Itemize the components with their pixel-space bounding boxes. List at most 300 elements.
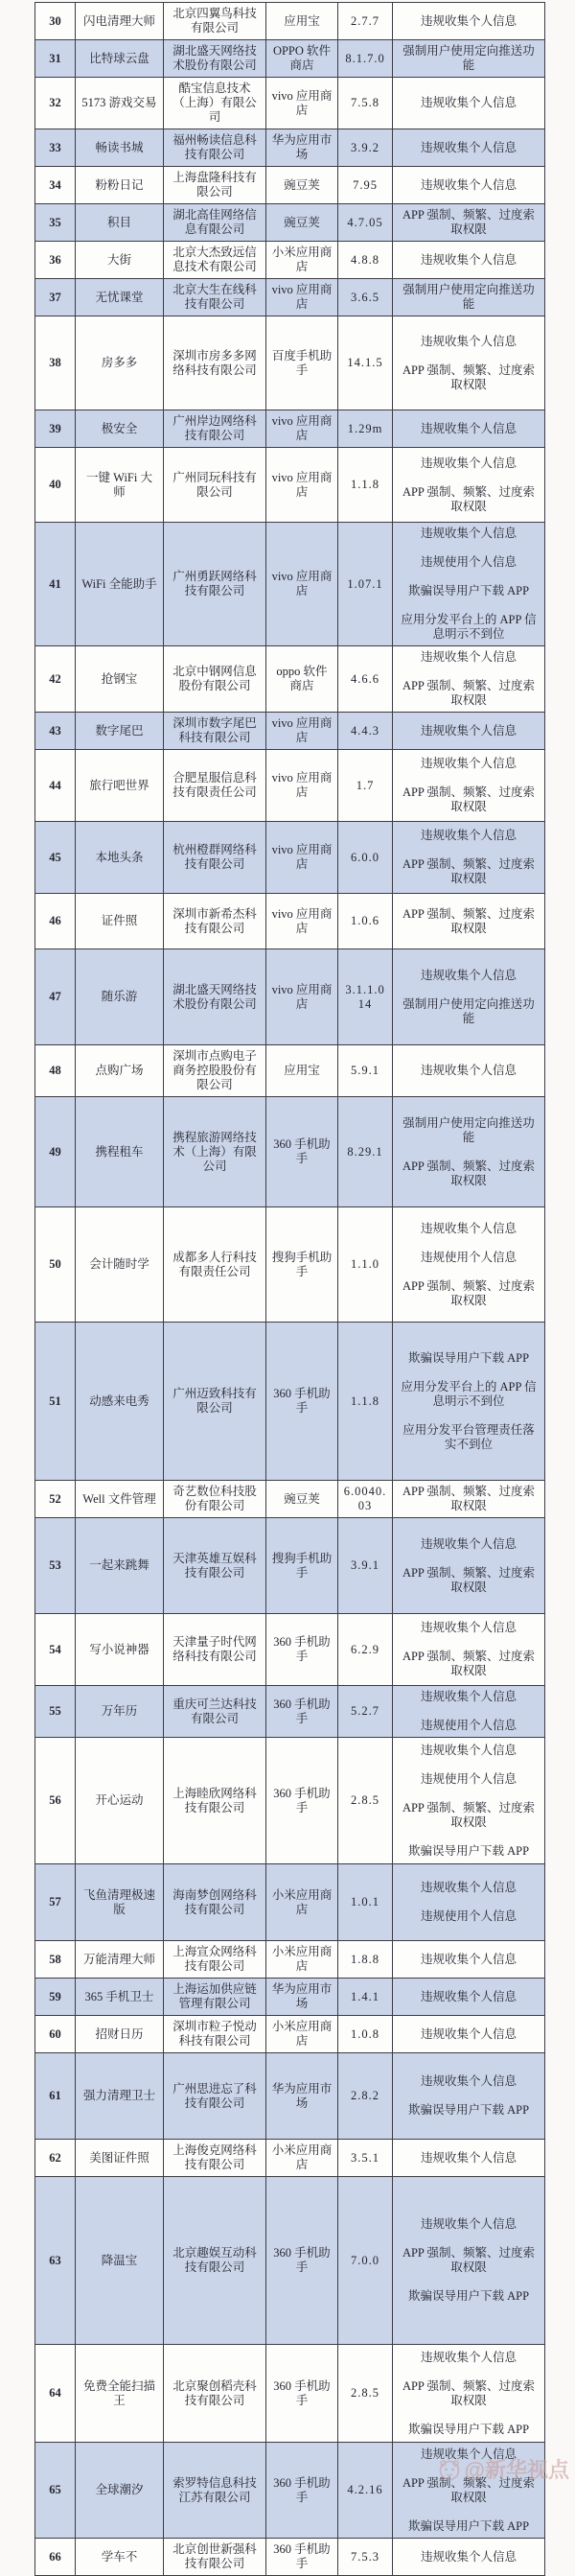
violations-cell: [393, 2016, 545, 2053]
company-cell: 索罗特信息科技江苏有限公司: [164, 2443, 266, 2539]
violation-item: 违规收集个人信息: [420, 252, 517, 267]
app-name-cell: 一起来跳舞: [76, 1518, 164, 1614]
version-cell: 4.6.6: [338, 646, 393, 713]
company-cell: 北京中钢网信息股份有限公司: [164, 646, 266, 713]
violation-item: 欺骗误导用户下载 APP: [407, 2422, 530, 2436]
app-name-cell: 粉粉日记: [76, 167, 164, 204]
violations-cell: [393, 1207, 545, 1323]
table-row: [35, 1518, 545, 1614]
violations-cell: [393, 1045, 545, 1097]
table-row: [35, 2053, 545, 2140]
company-cell: 天津英雄互娱科技有限公司: [164, 1518, 266, 1614]
violation-item: 违规收集个人信息: [420, 2447, 517, 2461]
watermark-handle: @新华视点: [464, 2458, 569, 2482]
app-name-cell: 飞鱼清理极速版: [76, 1864, 164, 1941]
company-cell: 湖北盛天网络技术股份有限公司: [164, 949, 266, 1045]
violations-cell: [393, 167, 545, 204]
store-cell: vivo 应用商店: [266, 822, 338, 894]
app-name-cell: 闪电清理大师: [76, 3, 164, 40]
violation-item: 欺骗误导用户下载 APP: [407, 1350, 530, 1365]
violation-item: 欺骗误导用户下载 APP: [407, 584, 530, 597]
table-row: [35, 316, 545, 410]
violation-item: 强制用户使用定向推送功能: [402, 996, 535, 1025]
violation-item: 违规收集个人信息: [420, 650, 517, 664]
violations-cell: [393, 2053, 545, 2140]
violations-cell: [393, 1481, 545, 1518]
company-cell: 广州同玩科技有限公司: [164, 448, 266, 523]
violations-cell: [393, 448, 545, 523]
store-cell: 360 手机助手: [266, 1738, 338, 1864]
table-row: [35, 523, 545, 646]
violation-item: 违规收集个人信息: [420, 1064, 517, 1077]
version-cell: 14.1.5: [338, 316, 393, 410]
row-number-cell: 42: [35, 646, 76, 713]
row-number-cell: 36: [35, 242, 76, 279]
violation-item: 违规收集个人信息: [420, 723, 517, 738]
app-name-cell: Well 文件管理: [76, 1481, 164, 1518]
table-row: [35, 1864, 545, 1941]
store-cell: oppo 软件商店: [266, 646, 338, 713]
row-number-cell: 35: [35, 204, 76, 242]
app-name-cell: 数字尾巴: [76, 713, 164, 750]
company-cell: 北京四翼鸟科技有限公司: [164, 3, 266, 40]
row-number-cell: 55: [35, 1686, 76, 1738]
table-row: [35, 1941, 545, 1979]
store-cell: 360 手机助手: [266, 2177, 338, 2345]
version-cell: 2.8.5: [338, 2345, 393, 2443]
company-cell: 广州思进忘了科技有限公司: [164, 2053, 266, 2140]
violations-cell: [393, 1686, 545, 1738]
violation-item: APP 强制、频繁、过度索取权限: [402, 363, 536, 391]
app-name-cell: 365 手机卫士: [76, 1979, 164, 2016]
app-name-cell: 抢钢宝: [76, 646, 164, 713]
table-row: [35, 40, 545, 78]
company-cell: 福州畅读信息科技有限公司: [164, 129, 266, 167]
company-cell: 深圳市新希杰科技有限公司: [164, 894, 266, 949]
store-cell: 小米应用商店: [266, 1864, 338, 1941]
violation-item: 违规收集个人信息: [420, 96, 517, 109]
violation-item: APP 强制、频繁、过度索取权限: [402, 1565, 536, 1594]
table-row: [35, 129, 545, 167]
company-cell: 成都多人行科技有限责任公司: [164, 1207, 266, 1323]
version-cell: 1.8.8: [338, 1941, 393, 1979]
violation-item: 违规收集个人信息: [420, 1621, 517, 1634]
app-name-cell: 会计随时学: [76, 1207, 164, 1323]
app-name-cell: WiFi 全能助手: [76, 523, 164, 646]
violation-item: 欺骗误导用户下载 APP: [407, 2289, 530, 2303]
row-number-cell: 65: [35, 2443, 76, 2539]
row-number-cell: 41: [35, 523, 76, 646]
table-row: [35, 2016, 545, 2053]
row-number-cell: 40: [35, 448, 76, 523]
violations-cell: [393, 2443, 545, 2539]
violation-item: 违规收集个人信息: [420, 1881, 517, 1894]
company-cell: 北京创世新强科技有限公司: [164, 2539, 266, 2576]
company-cell: 广州勇跃网络科技有限公司: [164, 523, 266, 646]
row-number-cell: 64: [35, 2345, 76, 2443]
violation-item: 强制用户使用定向推送功能: [402, 1115, 535, 1144]
violations-cell: [393, 1323, 545, 1481]
app-name-cell: 招财日历: [76, 2016, 164, 2053]
table-row: [35, 2539, 545, 2576]
store-cell: 华为应用市场: [266, 2053, 338, 2140]
table-row: [35, 2443, 545, 2539]
violation-item: 违规收集个人信息: [420, 13, 517, 28]
version-cell: 1.7: [338, 750, 393, 822]
violations-cell: [393, 894, 545, 949]
version-cell: 1.0.8: [338, 2016, 393, 2053]
version-cell: 2.8.2: [338, 2053, 393, 2140]
company-cell: 上海宣众网络科技有限公司: [164, 1941, 266, 1979]
table-row: [35, 750, 545, 822]
store-cell: 应用宝: [266, 1045, 338, 1097]
violation-item: 违规收集个人信息: [420, 829, 517, 842]
version-cell: 4.7.05: [338, 204, 393, 242]
row-number-cell: 63: [35, 2177, 76, 2345]
table-row: [35, 1045, 545, 1097]
violations-cell: [393, 1614, 545, 1686]
store-cell: 360 手机助手: [266, 2443, 338, 2539]
store-cell: vivo 应用商店: [266, 894, 338, 949]
store-cell: 小米应用商店: [266, 242, 338, 279]
violation-item: 违规收集个人信息: [420, 1989, 517, 2003]
store-cell: 小米应用商店: [266, 1941, 338, 1979]
version-cell: 2.8.5: [338, 1738, 393, 1864]
version-cell: 2.7.7: [338, 3, 393, 40]
violations-cell: [393, 1941, 545, 1979]
store-cell: vivo 应用商店: [266, 713, 338, 750]
company-cell: 广州岸边网络科技有限公司: [164, 410, 266, 448]
violation-item: 违规收集个人信息: [420, 1690, 517, 1703]
version-cell: 6.0.0: [338, 822, 393, 894]
violation-item: APP 强制、频繁、过度索取权限: [402, 785, 536, 813]
company-cell: 酷宝信息技术（上海）有限公司: [164, 78, 266, 129]
violation-item: 违规使用个人信息: [420, 1771, 517, 1786]
row-number-cell: 66: [35, 2539, 76, 2576]
app-name-cell: 旅行吧世界: [76, 750, 164, 822]
violations-cell: [393, 713, 545, 750]
row-number-cell: 45: [35, 822, 76, 894]
violation-item: 违规收集个人信息: [420, 177, 517, 192]
store-cell: vivo 应用商店: [266, 279, 338, 316]
company-cell: 海南梦创网络科技有限公司: [164, 1864, 266, 1941]
version-cell: 1.1.0: [338, 1207, 393, 1323]
app-name-cell: 房多多: [76, 316, 164, 410]
violation-item: 违规收集个人信息: [420, 2026, 517, 2041]
company-cell: 北京大生在线科技有限公司: [164, 279, 266, 316]
version-cell: 5.9.1: [338, 1045, 393, 1097]
table-row: [35, 894, 545, 949]
table-row: [35, 448, 545, 523]
table-row: [35, 822, 545, 894]
row-number-cell: 43: [35, 713, 76, 750]
violation-item: 违规使用个人信息: [420, 1250, 517, 1264]
company-cell: 上海睦欣网络科技有限公司: [164, 1738, 266, 1864]
company-cell: 北京趣娱互动科技有限公司: [164, 2177, 266, 2345]
store-cell: vivo 应用商店: [266, 448, 338, 523]
row-number-cell: 50: [35, 1207, 76, 1323]
store-cell: vivo 应用商店: [266, 523, 338, 646]
store-cell: vivo 应用商店: [266, 78, 338, 129]
store-cell: 360 手机助手: [266, 2345, 338, 2443]
store-cell: 华为应用市场: [266, 129, 338, 167]
store-cell: 豌豆荚: [266, 204, 338, 242]
row-number-cell: 30: [35, 3, 76, 40]
company-cell: 重庆可兰达科技有限公司: [164, 1686, 266, 1738]
app-name-cell: 5173 游戏交易: [76, 78, 164, 129]
version-cell: 8.29.1: [338, 1097, 393, 1207]
version-cell: 1.1.8: [338, 448, 393, 523]
violations-cell: [393, 410, 545, 448]
table-row: [35, 2177, 545, 2345]
table-row: [35, 1323, 545, 1481]
row-number-cell: 52: [35, 1481, 76, 1518]
app-name-cell: 畅读书城: [76, 129, 164, 167]
row-number-cell: 47: [35, 949, 76, 1045]
row-number-cell: 59: [35, 1979, 76, 2016]
app-name-cell: 学车不: [76, 2539, 164, 2576]
store-cell: 360 手机助手: [266, 1614, 338, 1686]
violations-cell: [393, 523, 545, 646]
table-row: [35, 3, 545, 40]
version-cell: 4.4.3: [338, 713, 393, 750]
violations-cell: [393, 2539, 545, 2576]
row-number-cell: 54: [35, 1614, 76, 1686]
violations-cell: [393, 316, 545, 410]
store-cell: 应用宝: [266, 3, 338, 40]
violation-item: APP 强制、频繁、过度索取权限: [402, 906, 536, 935]
company-cell: 湖北高佳网络信息有限公司: [164, 204, 266, 242]
violation-item: 欺骗误导用户下载 APP: [407, 2103, 530, 2117]
violation-item: 违规收集个人信息: [420, 1743, 517, 1757]
violation-item: 违规收集个人信息: [420, 527, 517, 540]
store-cell: 百度手机助手: [266, 316, 338, 410]
table-body: [35, 3, 545, 2576]
violation-item: 欺骗误导用户下载 APP: [407, 1843, 530, 1858]
table-row: [35, 1738, 545, 1864]
company-cell: 深圳市房多多网络科技有限公司: [164, 316, 266, 410]
store-cell: 豌豆荚: [266, 1481, 338, 1518]
version-cell: 3.6.5: [338, 279, 393, 316]
violation-item: 违规收集个人信息: [420, 2150, 517, 2165]
app-name-cell: 写小说神器: [76, 1614, 164, 1686]
version-cell: 5.2.7: [338, 1686, 393, 1738]
app-violation-table: [34, 2, 545, 2576]
table-row: [35, 279, 545, 316]
violation-item: APP 强制、频繁、过度索取权限: [402, 1485, 536, 1512]
row-number-cell: 32: [35, 78, 76, 129]
app-name-cell: 免费全能扫描王: [76, 2345, 164, 2443]
table-row: [35, 1207, 545, 1323]
row-number-cell: 49: [35, 1097, 76, 1207]
app-name-cell: 一键 WiFi 大师: [76, 448, 164, 523]
version-cell: 7.5.8: [338, 78, 393, 129]
row-number-cell: 56: [35, 1738, 76, 1864]
table-row: [35, 78, 545, 129]
violation-item: APP 强制、频繁、过度索取权限: [402, 857, 536, 885]
app-name-cell: 携程租车: [76, 1097, 164, 1207]
company-cell: 深圳市数字尾巴科技有限公司: [164, 713, 266, 750]
row-number-cell: 33: [35, 129, 76, 167]
company-cell: 北京大杰致远信息技术有限公司: [164, 242, 266, 279]
table-row: [35, 713, 545, 750]
version-cell: 1.4.1: [338, 1979, 393, 2016]
company-cell: 上海运加供应链管理有限公司: [164, 1979, 266, 2016]
app-name-cell: 全球潮汐: [76, 2443, 164, 2539]
store-cell: 360 手机助手: [266, 1323, 338, 1481]
version-cell: 6.2.9: [338, 1614, 393, 1686]
app-name-cell: 强力清理卫士: [76, 2053, 164, 2140]
app-name-cell: 极安全: [76, 410, 164, 448]
violation-item: 违规使用个人信息: [420, 555, 517, 569]
violation-item: 违规收集个人信息: [420, 1221, 517, 1235]
version-cell: 4.8.8: [338, 242, 393, 279]
violations-cell: [393, 3, 545, 40]
table-row: [35, 646, 545, 713]
table-row: [35, 1979, 545, 2016]
violation-item: 应用分发平台上的 APP 信息明示不到位: [401, 1379, 537, 1408]
app-name-cell: 大街: [76, 242, 164, 279]
violation-item: 应用分发平台上的 APP 信息明示不到位: [401, 613, 537, 641]
app-name-cell: 万年历: [76, 1686, 164, 1738]
table-row: [35, 1614, 545, 1686]
row-number-cell: 58: [35, 1941, 76, 1979]
violation-item: 违规收集个人信息: [420, 757, 517, 770]
store-cell: 豌豆荚: [266, 167, 338, 204]
violation-item: 违规收集个人信息: [420, 968, 517, 982]
violations-cell: [393, 1979, 545, 2016]
version-cell: 4.2.16: [338, 2443, 393, 2539]
row-number-cell: 34: [35, 167, 76, 204]
violations-cell: [393, 78, 545, 129]
violation-item: 违规收集个人信息: [420, 421, 517, 435]
company-cell: 上海盘隆科技有限公司: [164, 167, 266, 204]
violations-cell: [393, 822, 545, 894]
version-cell: 6.0040.03: [338, 1481, 393, 1518]
company-cell: 深圳市粒子悦动科技有限公司: [164, 2016, 266, 2053]
version-cell: 1.0.6: [338, 894, 393, 949]
version-cell: 1.0.1: [338, 1864, 393, 1941]
row-number-cell: 62: [35, 2140, 76, 2177]
app-name-cell: 动感来电秀: [76, 1323, 164, 1481]
violations-cell: [393, 2140, 545, 2177]
store-cell: 360 手机助手: [266, 1686, 338, 1738]
version-cell: 3.5.1: [338, 2140, 393, 2177]
company-cell: 奇艺数位科技股份有限公司: [164, 1481, 266, 1518]
violation-item: 违规收集个人信息: [420, 334, 517, 348]
violation-item: 违规收集个人信息: [420, 2549, 517, 2564]
version-cell: 3.1.1.014: [338, 949, 393, 1045]
company-cell: 杭州橙群网络科技有限公司: [164, 822, 266, 894]
table-row: [35, 1481, 545, 1518]
store-cell: 360 手机助手: [266, 1097, 338, 1207]
app-name-cell: 比特球云盘: [76, 40, 164, 78]
violation-item: APP 强制、频繁、过度索取权限: [402, 1800, 536, 1829]
company-cell: 天津量子时代网络科技有限公司: [164, 1614, 266, 1686]
table-row: [35, 1097, 545, 1207]
version-cell: 8.1.7.0: [338, 40, 393, 78]
version-cell: 3.9.2: [338, 129, 393, 167]
app-name-cell: 开心运动: [76, 1738, 164, 1864]
row-number-cell: 53: [35, 1518, 76, 1614]
version-cell: 3.9.1: [338, 1518, 393, 1614]
violation-item: 违规使用个人信息: [420, 1909, 517, 1923]
violations-cell: [393, 2177, 545, 2345]
row-number-cell: 38: [35, 316, 76, 410]
app-name-cell: 点购广场: [76, 1045, 164, 1097]
violation-item: 违规收集个人信息: [420, 2350, 517, 2364]
violation-item: 违规收集个人信息: [420, 140, 517, 154]
app-name-cell: 本地头条: [76, 822, 164, 894]
row-number-cell: 44: [35, 750, 76, 822]
violation-item: 违规使用个人信息: [420, 1719, 517, 1732]
table-row: [35, 2345, 545, 2443]
violations-cell: [393, 949, 545, 1045]
version-cell: 1.29m: [338, 410, 393, 448]
version-cell: 7.95: [338, 167, 393, 204]
violation-item: APP 强制、频繁、过度索取权限: [402, 1159, 536, 1187]
violations-cell: [393, 2345, 545, 2443]
version-cell: 7.0.0: [338, 2177, 393, 2345]
violations-cell: [393, 242, 545, 279]
company-cell: 上海俊克网络科技有限公司: [164, 2140, 266, 2177]
company-cell: 合肥星服信息科技有限责任公司: [164, 750, 266, 822]
store-cell: vivo 应用商店: [266, 750, 338, 822]
violation-item: 违规收集个人信息: [420, 456, 517, 470]
violation-item: 违规收集个人信息: [420, 2074, 517, 2088]
violations-cell: [393, 1518, 545, 1614]
company-cell: 深圳市点购电子商务控股股份有限公司: [164, 1045, 266, 1097]
company-cell: 湖北盛天网络技术股份有限公司: [164, 40, 266, 78]
row-number-cell: 61: [35, 2053, 76, 2140]
violations-cell: [393, 204, 545, 242]
store-cell: 搜狗手机助手: [266, 1518, 338, 1614]
store-cell: 小米应用商店: [266, 2016, 338, 2053]
store-cell: OPPO 软件商店: [266, 40, 338, 78]
app-name-cell: 降温宝: [76, 2177, 164, 2345]
violation-item: 应用分发平台管理责任落实不到位: [402, 1422, 535, 1451]
violations-cell: [393, 646, 545, 713]
table-row: [35, 2140, 545, 2177]
store-cell: 360 手机助手: [266, 2539, 338, 2576]
store-cell: 华为应用市场: [266, 1979, 338, 2016]
table-row: [35, 410, 545, 448]
table-row: [35, 1686, 545, 1738]
table-row: [35, 167, 545, 204]
version-cell: 7.5.3: [338, 2539, 393, 2576]
violation-item: APP 强制、频繁、过度索取权限: [402, 2246, 536, 2274]
app-name-cell: 万能清理大师: [76, 1941, 164, 1979]
store-cell: vivo 应用商店: [266, 949, 338, 1045]
version-cell: 1.07.1: [338, 523, 393, 646]
violation-item: 违规收集个人信息: [420, 1952, 517, 1966]
row-number-cell: 31: [35, 40, 76, 78]
violations-cell: [393, 1864, 545, 1941]
app-name-cell: 无忧课堂: [76, 279, 164, 316]
violation-item: 强制用户使用定向推送功能: [402, 44, 535, 72]
row-number-cell: 60: [35, 2016, 76, 2053]
violation-item: APP 强制、频繁、过度索取权限: [402, 484, 536, 513]
app-name-cell: 美图证件照: [76, 2140, 164, 2177]
violation-item: APP 强制、频繁、过度索取权限: [402, 2475, 536, 2504]
violation-item: APP 强制、频繁、过度索取权限: [402, 208, 536, 236]
row-number-cell: 39: [35, 410, 76, 448]
company-cell: 广州迈致科技有限公司: [164, 1323, 266, 1481]
company-cell: 携程旅游网络技术（上海）有限公司: [164, 1097, 266, 1207]
company-cell: 北京聚创稻壳科技有限公司: [164, 2345, 266, 2443]
violations-cell: [393, 1097, 545, 1207]
table-row: [35, 949, 545, 1045]
